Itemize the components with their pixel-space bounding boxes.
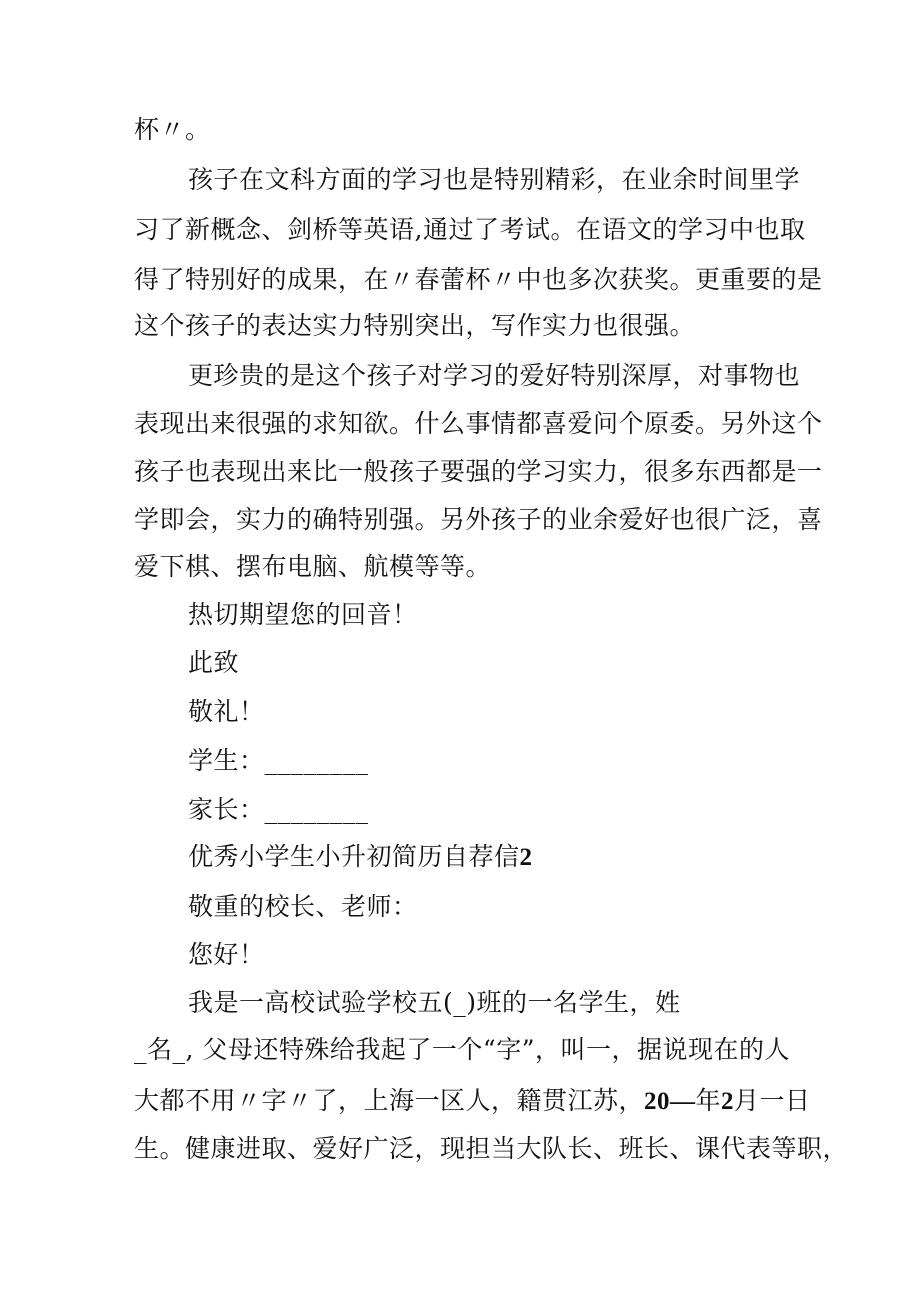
text-line: 习了新概念、剑桥等英语,通过了考试。在语文的学习中也取 bbox=[134, 215, 806, 244]
text-line: 生。健康进取、爱好广泛，现担当大队长、班长、课代表等职， bbox=[134, 1134, 849, 1163]
paragraph-line: 我是一高校试验学校五(_)班的一名学生，姓 bbox=[188, 988, 681, 1017]
birth-year: 20— bbox=[644, 1088, 696, 1115]
heading-number: 2 bbox=[519, 844, 533, 871]
text-line: 得了特别好的成果，在〃春蕾杯〃中也多次获奖。更重要的是 bbox=[134, 265, 823, 294]
text-line: 表现出来很强的求知欲。什么事情都喜爱问个原委。另外这个 bbox=[134, 409, 823, 438]
student-signature-line: 学生：________ bbox=[188, 746, 369, 775]
parent-signature-line: 家长：________ bbox=[188, 795, 369, 824]
text-line: 这个孩子的表达实力特别突出，写作实力也很强。 bbox=[134, 311, 696, 340]
text-line: 孩子也表现出来比一般孩子要强的学习实力，很多东西都是一 bbox=[134, 457, 823, 486]
salutation-line: 此致 bbox=[188, 648, 240, 677]
name-blank: _名_ bbox=[134, 1035, 186, 1064]
text-line: 学即会，实力的确特别强。另外孩子的业余爱好也很广泛，喜 bbox=[134, 505, 823, 534]
salutation-line: 敬礼！ bbox=[188, 697, 265, 726]
text-fragment: , 父母还特殊给我起了一个“字”，叫一，据说现在的人 bbox=[185, 1035, 790, 1064]
paragraph-line: 更珍贵的是这个孩子对学习的爱好特别深厚，对事物也 bbox=[188, 361, 801, 390]
greeting-line: 敬重的校长、老师： bbox=[188, 892, 418, 921]
text-fragment: 年 bbox=[695, 1086, 722, 1115]
text-line: 爱下棋、摆布电脑、航模等等。 bbox=[134, 552, 492, 581]
closing-line: 热切期望您的回音！ bbox=[188, 600, 418, 629]
text-line bbox=[0, 1026, 920, 1074]
heading-text: 优秀小学生小升初简历自荐信 bbox=[188, 842, 520, 871]
text-fragment: 月一日 bbox=[734, 1086, 811, 1115]
text-fragment: 大都不用〃字〃了，上海一区人，籍贯江苏， bbox=[134, 1086, 645, 1115]
paragraph-line: 孩子在文科方面的学习也是特别精彩，在业余时间里学 bbox=[188, 165, 801, 194]
text-line: 杯〃。 bbox=[134, 115, 211, 144]
text-line bbox=[0, 1077, 920, 1125]
letter-heading bbox=[0, 833, 920, 881]
greeting-line: 您好！ bbox=[188, 940, 265, 969]
birth-month: 2 bbox=[721, 1088, 735, 1115]
